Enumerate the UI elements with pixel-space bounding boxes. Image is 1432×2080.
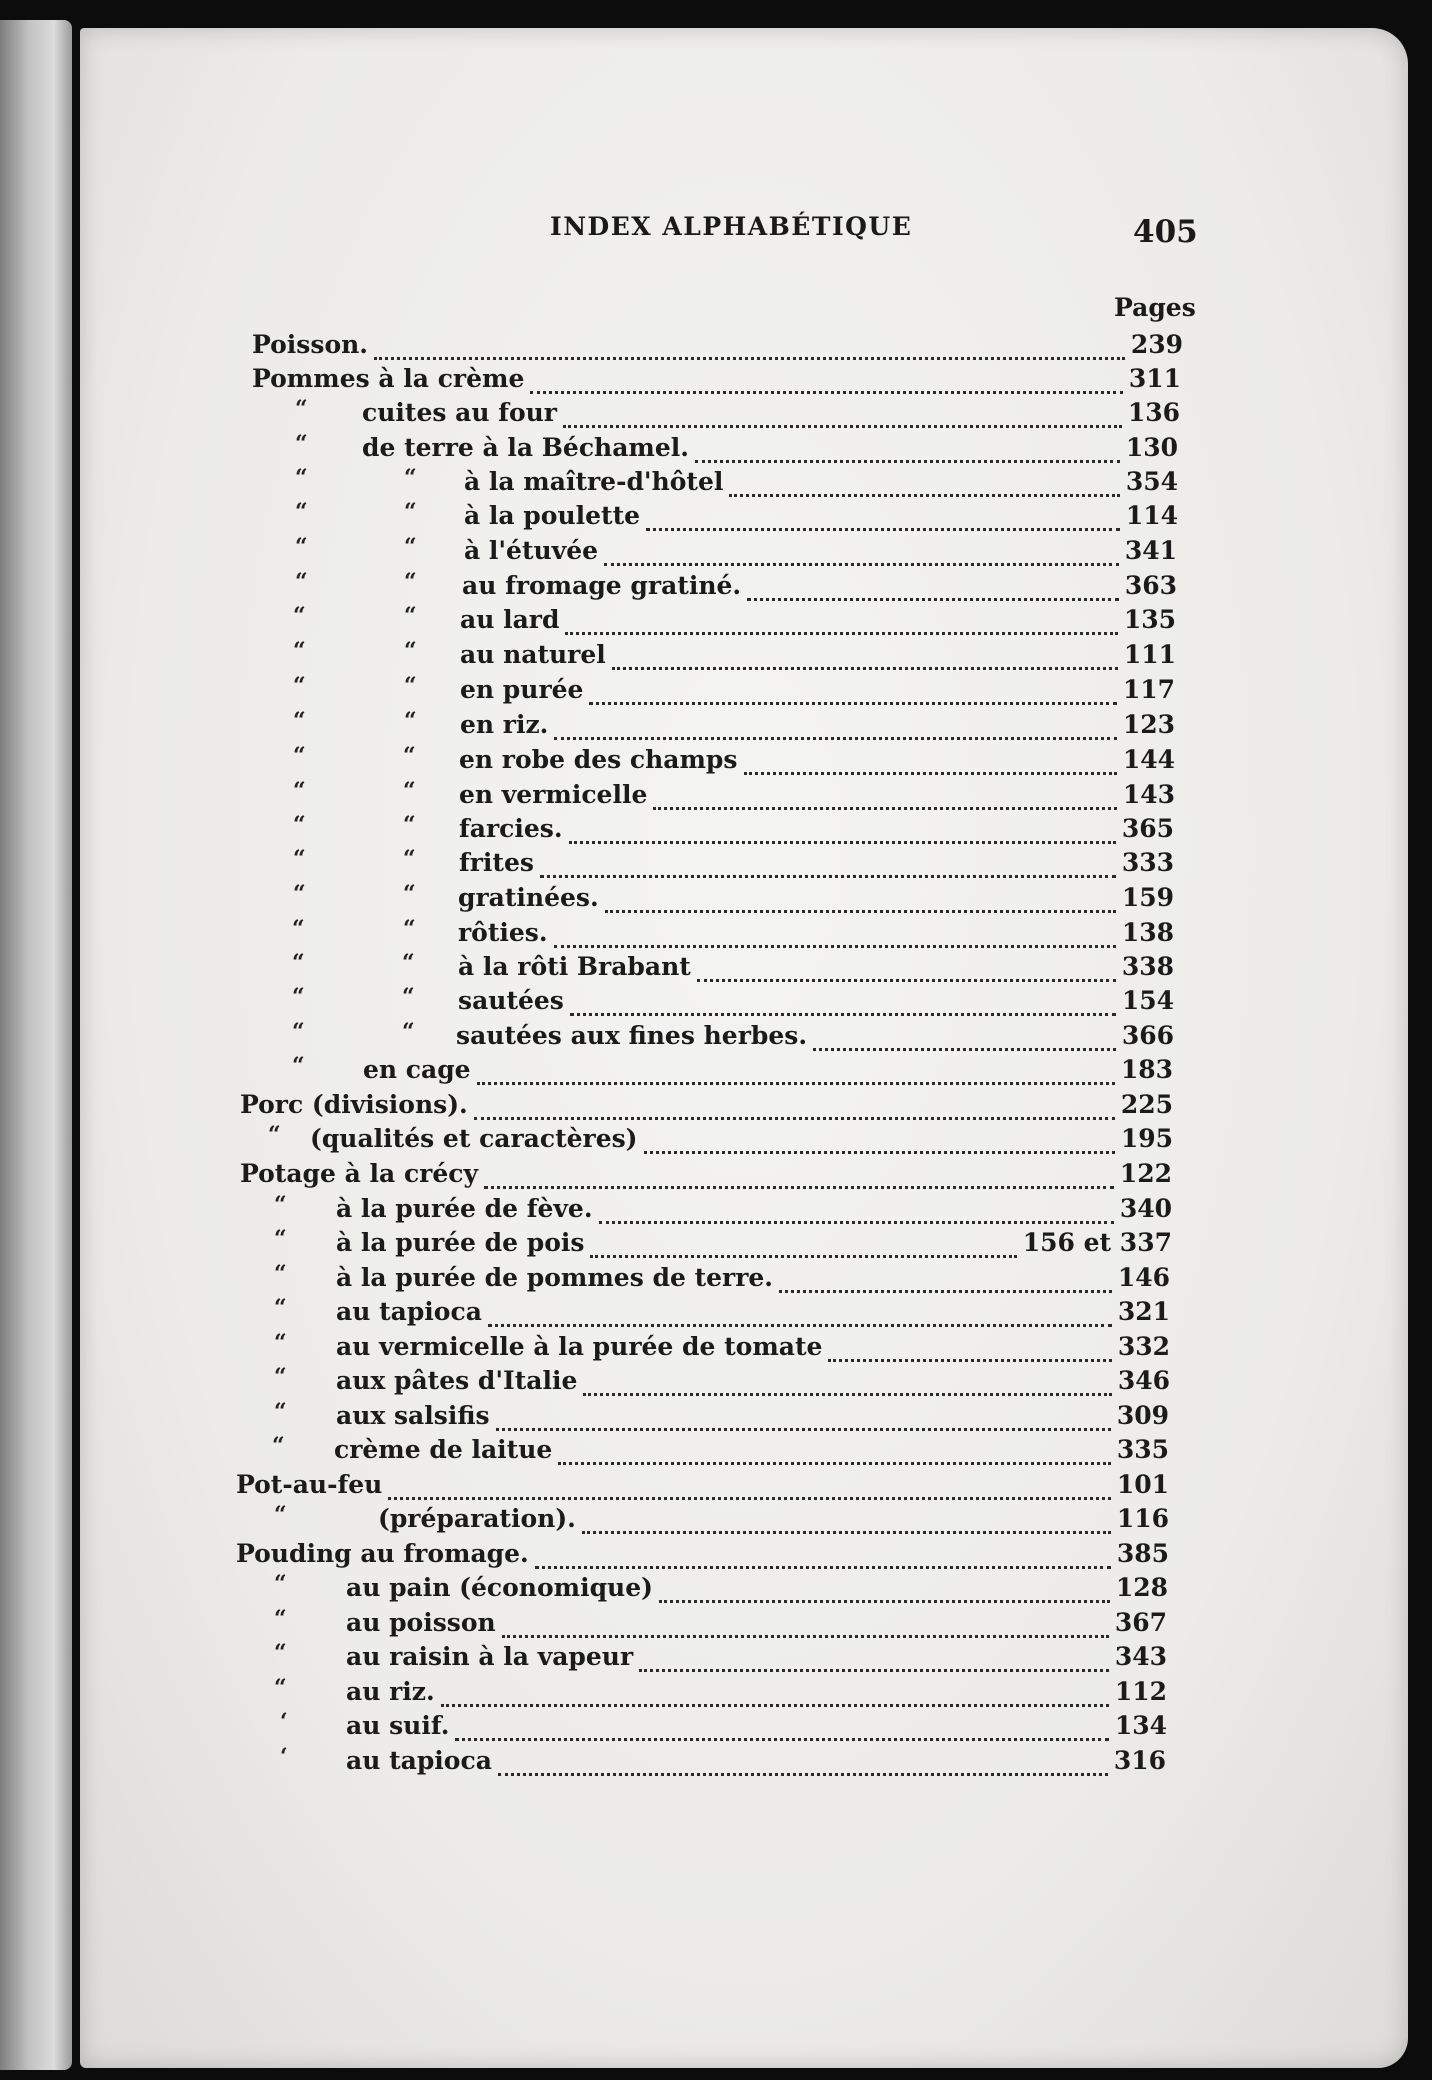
dot-leader: [599, 1203, 1114, 1224]
ditto-mark: ‘: [280, 1744, 288, 1770]
index-entry: [293, 638, 1176, 670]
index-entry: [293, 673, 1175, 705]
index-entry: [295, 534, 1177, 566]
entry-page-number: 225: [1120, 1090, 1173, 1119]
ditto-mark: “: [403, 846, 416, 872]
ditto-mark: “: [293, 673, 306, 699]
ditto-mark: “: [295, 499, 308, 525]
index-entry: [274, 1399, 1169, 1431]
entry-label: Pouding au fromage.: [236, 1539, 529, 1568]
dot-leader: [589, 684, 1116, 705]
ditto-mark: “: [274, 1295, 287, 1321]
dot-leader: [498, 1755, 1108, 1776]
entry-label: (qualités et caractères): [310, 1124, 638, 1153]
dot-leader: [813, 1030, 1116, 1051]
entry-label: au poisson: [346, 1608, 496, 1637]
ditto-mark: “: [295, 431, 308, 457]
entry-label: sautées aux fines herbes.: [456, 1021, 808, 1050]
dot-leader: [484, 1168, 1114, 1189]
index-entry: [274, 1364, 1170, 1396]
entry-page-number: 321: [1117, 1297, 1170, 1326]
index-entry: [236, 1539, 1169, 1569]
ditto-mark: “: [404, 638, 417, 664]
entry-page-number: 112: [1114, 1677, 1167, 1706]
ditto-mark: “: [274, 1571, 287, 1597]
entry-label: à la purée de pommes de terre.: [336, 1263, 773, 1292]
ditto-mark: “: [272, 1433, 285, 1459]
index-entry: [268, 1122, 1173, 1154]
dot-leader: [535, 1548, 1111, 1569]
entry-page-number: 146: [1117, 1263, 1170, 1292]
entry-page-number: 365: [1121, 814, 1174, 843]
entry-label: au lard: [460, 605, 560, 634]
entry-page-number: 134: [1114, 1711, 1167, 1740]
entry-label: farcies.: [459, 814, 563, 843]
ditto-mark: “: [404, 499, 417, 525]
dot-leader: [563, 407, 1122, 428]
ditto-mark: “: [274, 1364, 287, 1390]
dot-leader: [570, 995, 1116, 1016]
ditto-mark: “: [274, 1261, 287, 1287]
entry-label: au suif.: [346, 1711, 450, 1740]
index-entry: [293, 708, 1175, 740]
entry-label: à la poulette: [464, 501, 641, 530]
entry-page-number: 159: [1121, 883, 1174, 912]
index-entry: [240, 1159, 1172, 1189]
ditto-mark: “: [295, 465, 308, 491]
dot-leader: [441, 1686, 1109, 1707]
entry-label: en vermicelle: [459, 780, 648, 809]
dot-leader: [747, 580, 1119, 601]
dot-leader: [496, 1410, 1111, 1431]
index-entry: [274, 1295, 1170, 1327]
index-entry: [293, 603, 1176, 635]
dot-leader: [474, 1099, 1115, 1120]
ditto-mark: “: [403, 743, 416, 769]
dot-leader: [502, 1617, 1109, 1638]
dot-leader: [374, 339, 1125, 360]
entry-label: Poisson.: [252, 330, 369, 359]
index-entry: [293, 743, 1175, 775]
index-entry: [274, 1675, 1167, 1707]
index-entry: [274, 1571, 1168, 1603]
dot-leader: [653, 789, 1116, 810]
entry-page-number: 130: [1125, 433, 1178, 462]
ditto-mark: “: [293, 743, 306, 769]
entry-page-number: 309: [1116, 1401, 1169, 1430]
entry-label: frites: [459, 848, 534, 877]
index-entry: [295, 465, 1178, 497]
index-entry: [292, 950, 1174, 982]
entry-page-number: 123: [1122, 710, 1175, 739]
ditto-mark: “: [274, 1675, 287, 1701]
entry-label: en robe des champs: [459, 745, 738, 774]
ditto-mark: “: [274, 1192, 287, 1218]
index-entry: [272, 1433, 1169, 1465]
index-entry: [293, 881, 1174, 913]
running-header: INDEX ALPHABÉTIQUE: [550, 212, 913, 241]
index-entry: [293, 812, 1174, 844]
ditto-mark: “: [274, 1399, 287, 1425]
entry-label: au naturel: [460, 640, 606, 669]
dot-leader: [779, 1272, 1112, 1293]
index-entry: [292, 1019, 1174, 1051]
entry-label: de terre à la Béchamel.: [362, 433, 689, 462]
entry-page-number: 117: [1122, 675, 1175, 704]
ditto-mark: “: [292, 916, 305, 942]
entry-label: Potage à la crécy: [240, 1159, 478, 1188]
entry-page-number: 156 et 337: [1022, 1228, 1172, 1257]
entry-label: sautées: [458, 986, 564, 1015]
index-entry: [240, 1090, 1173, 1120]
index-entry: [295, 499, 1178, 531]
entry-page-number: 343: [1114, 1642, 1167, 1671]
ditto-mark: “: [274, 1502, 287, 1528]
ditto-mark: “: [292, 950, 305, 976]
dot-leader: [558, 1444, 1111, 1465]
entry-label: rôties.: [458, 918, 548, 947]
entry-label: en cage: [363, 1055, 471, 1084]
dot-leader: [644, 1133, 1115, 1154]
index-entry: [292, 1053, 1173, 1085]
ditto-mark: “: [293, 778, 306, 804]
ditto-mark: “: [404, 708, 417, 734]
ditto-mark: “: [403, 916, 416, 942]
entry-label: au raisin à la vapeur: [346, 1642, 634, 1671]
entry-page-number: 101: [1116, 1470, 1169, 1499]
index-entry: [295, 396, 1180, 428]
dot-leader: [582, 1513, 1111, 1534]
dot-leader: [604, 545, 1119, 566]
entry-page-number: 346: [1117, 1366, 1170, 1395]
entry-page-number: 366: [1121, 1021, 1174, 1050]
dot-leader: [605, 892, 1116, 913]
entry-page-number: 363: [1124, 571, 1177, 600]
dot-leader: [697, 961, 1116, 982]
entry-label: (préparation).: [378, 1504, 576, 1533]
entry-page-number: 311: [1128, 364, 1181, 393]
index-entry: [293, 778, 1175, 810]
entry-label: au tapioca: [336, 1297, 482, 1326]
entry-page-number: 135: [1123, 605, 1176, 634]
ditto-mark: “: [404, 603, 417, 629]
ditto-mark: “: [293, 708, 306, 734]
entry-page-number: 332: [1117, 1332, 1170, 1361]
index-entry: [274, 1330, 1170, 1362]
index-entry: [295, 431, 1178, 463]
entry-page-number: 385: [1116, 1539, 1169, 1568]
index-entry: [252, 364, 1181, 394]
ditto-mark: “: [292, 1053, 305, 1079]
entry-label: à la rôti Brabant: [458, 952, 691, 981]
dot-leader: [744, 754, 1117, 775]
index-entry: [280, 1709, 1167, 1741]
entry-page-number: 144: [1122, 745, 1175, 774]
dot-leader: [729, 476, 1119, 497]
entry-label: Pot-au-feu: [236, 1470, 383, 1499]
dot-leader: [659, 1582, 1110, 1603]
dot-leader: [639, 1651, 1109, 1672]
ditto-mark: “: [274, 1640, 287, 1666]
ditto-mark: “: [403, 778, 416, 804]
ditto-mark: “: [292, 984, 305, 1010]
ditto-mark: “: [274, 1606, 287, 1632]
ditto-mark: ‘: [280, 1709, 288, 1735]
ditto-mark: “: [404, 534, 417, 560]
index-entry: [292, 984, 1174, 1016]
index-entry: [274, 1502, 1169, 1534]
ditto-mark: “: [293, 846, 306, 872]
entry-label: au fromage gratiné.: [462, 571, 742, 600]
ditto-mark: “: [402, 1019, 415, 1045]
dot-leader: [388, 1479, 1110, 1500]
entry-label: à l'étuvée: [464, 536, 599, 565]
dot-leader: [583, 1375, 1111, 1396]
index-entry: [274, 1640, 1167, 1672]
entry-label: gratinées.: [458, 883, 599, 912]
entry-label: au tapioca: [346, 1746, 492, 1775]
dot-leader: [455, 1720, 1108, 1741]
ditto-mark: “: [293, 812, 306, 838]
dot-leader: [612, 649, 1118, 670]
pages-column-label: Pages: [1114, 293, 1196, 322]
dot-leader: [477, 1064, 1115, 1085]
entry-page-number: 111: [1123, 640, 1176, 669]
dot-leader: [828, 1341, 1111, 1362]
entry-page-number: 338: [1121, 952, 1174, 981]
entry-page-number: 114: [1125, 501, 1178, 530]
ditto-mark: “: [274, 1330, 287, 1356]
entry-label: à la purée de fève.: [336, 1194, 593, 1223]
entry-page-number: 138: [1121, 918, 1174, 947]
ditto-mark: “: [295, 569, 308, 595]
entry-page-number: 316: [1113, 1746, 1166, 1775]
entry-page-number: 239: [1130, 330, 1183, 359]
entry-label: en purée: [460, 675, 584, 704]
ditto-mark: “: [293, 603, 306, 629]
entry-page-number: 154: [1121, 986, 1174, 1015]
ditto-mark: “: [295, 396, 308, 422]
entry-label: cuites au four: [362, 398, 557, 427]
entry-label: à la purée de pois: [336, 1228, 585, 1257]
entry-label: en riz.: [460, 710, 549, 739]
entry-page-number: 122: [1119, 1159, 1172, 1188]
page-number: 405: [1133, 214, 1198, 250]
entry-page-number: 333: [1121, 848, 1174, 877]
entry-page-number: 354: [1125, 467, 1178, 496]
dot-leader: [554, 927, 1116, 948]
entry-page-number: 195: [1120, 1124, 1173, 1153]
entry-page-number: 136: [1127, 398, 1180, 427]
ditto-mark: “: [404, 465, 417, 491]
entry-page-number: 367: [1114, 1608, 1167, 1637]
entry-label: crème de laitue: [334, 1435, 553, 1464]
entry-page-number: 335: [1116, 1435, 1169, 1464]
entry-label: à la maître-d'hôtel: [464, 467, 724, 496]
index-entry: [293, 846, 1174, 878]
dot-leader: [646, 510, 1120, 531]
ditto-mark: “: [293, 881, 306, 907]
index-entry: [292, 916, 1174, 948]
dot-leader: [565, 614, 1117, 635]
entry-page-number: 128: [1115, 1573, 1168, 1602]
entry-label: Porc (divisions).: [240, 1090, 468, 1119]
index-entry: [274, 1261, 1170, 1293]
entry-label: aux pâtes d'Italie: [336, 1366, 578, 1395]
index-entry: [295, 569, 1177, 601]
entry-label: au pain (économique): [346, 1573, 653, 1602]
entry-label: au riz.: [346, 1677, 435, 1706]
ditto-mark: “: [292, 1019, 305, 1045]
ditto-mark: “: [402, 950, 415, 976]
ditto-mark: “: [404, 673, 417, 699]
dot-leader: [695, 442, 1120, 463]
index-entry: [252, 330, 1183, 360]
ditto-mark: “: [293, 638, 306, 664]
entry-label: aux salsifis: [336, 1401, 490, 1430]
ditto-mark: “: [295, 534, 308, 560]
ditto-mark: “: [268, 1122, 281, 1148]
entry-page-number: 143: [1122, 780, 1175, 809]
ditto-mark: “: [404, 569, 417, 595]
dot-leader: [540, 857, 1116, 878]
index-entry: [236, 1470, 1169, 1500]
ditto-mark: “: [402, 984, 415, 1010]
dot-leader: [554, 719, 1116, 740]
dot-leader: [488, 1306, 1112, 1327]
entry-label: au vermicelle à la purée de tomate: [336, 1332, 823, 1361]
ditto-mark: “: [403, 881, 416, 907]
index-entry: [274, 1192, 1172, 1224]
entry-page-number: 116: [1116, 1504, 1169, 1533]
entry-page-number: 183: [1120, 1055, 1173, 1084]
entry-label: Pommes à la crème: [252, 364, 525, 393]
dot-leader: [590, 1237, 1016, 1258]
ditto-mark: “: [274, 1226, 287, 1252]
index-entry: [274, 1606, 1167, 1638]
dot-leader: [569, 823, 1116, 844]
entry-page-number: 341: [1124, 536, 1177, 565]
index-entry: [280, 1744, 1166, 1776]
entry-page-number: 340: [1119, 1194, 1172, 1223]
index-entry: [274, 1226, 1172, 1258]
dot-leader: [530, 373, 1122, 394]
ditto-mark: “: [403, 812, 416, 838]
